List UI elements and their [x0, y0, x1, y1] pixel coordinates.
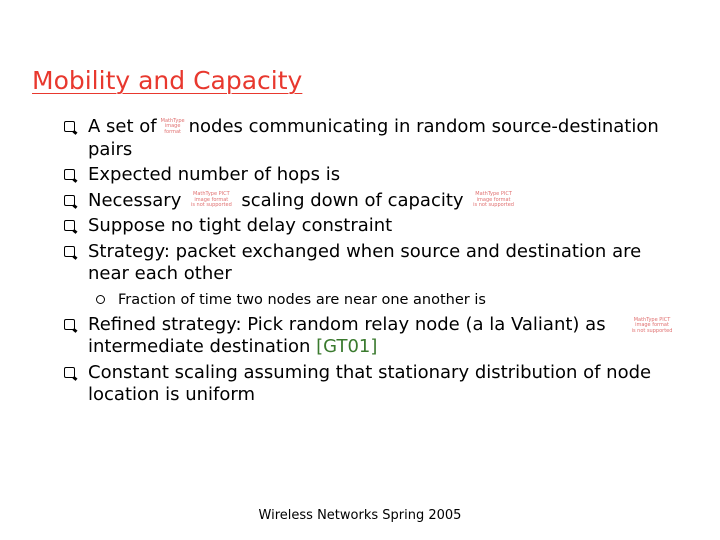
- math-placeholder-image: MathType PICT image format is not supported: [190, 191, 232, 209]
- bullet-item: [64, 190, 674, 213]
- circle-bullet-icon: [96, 295, 105, 304]
- bullet-item: [64, 241, 674, 286]
- sub-bullet-item: [96, 290, 674, 310]
- math-placeholder-image: MathType PICT image format is not supported: [631, 316, 673, 334]
- checkbox-bullet-icon: [64, 169, 75, 180]
- bullet-text: Constant scaling assuming that stationary distribution of node location is uniform: [88, 361, 652, 405]
- bullet-list: [64, 116, 674, 410]
- sub-bullet-text: Fraction of time two nodes are near one another is: [118, 291, 486, 308]
- bullet-item: [64, 164, 674, 187]
- bullet-text: Suppose no tight delay constraint: [88, 215, 393, 236]
- bullet-item: [64, 215, 674, 238]
- slide-footer: Wireless Networks Spring 2005: [258, 508, 462, 523]
- checkbox-bullet-icon: [64, 319, 75, 330]
- checkbox-bullet-icon: [64, 220, 75, 231]
- bullet-text: scaling down of capacity: [241, 189, 464, 211]
- bullet-text: Necessary: [88, 189, 182, 211]
- bullet-text: Refined strategy: Pick random relay node (a la Valiant) as intermediate destination: [88, 313, 606, 357]
- checkbox-bullet-icon: [64, 195, 75, 206]
- citation: [GT01]: [316, 336, 378, 357]
- math-placeholder-image: MathType image format: [160, 117, 185, 135]
- bullet-item: [64, 116, 674, 161]
- bullet-item: [64, 314, 674, 359]
- checkbox-bullet-icon: [64, 367, 75, 378]
- bullet-item: [64, 362, 674, 407]
- checkbox-bullet-icon: [64, 246, 75, 257]
- slide-title: Mobility and Capacity: [32, 66, 303, 95]
- bullet-text: nodes communicating in random source-destination pairs: [88, 116, 659, 160]
- bullet-text: Expected number of hops is: [88, 164, 341, 185]
- bullet-text: Strategy: packet exchanged when source and destination are near each other: [88, 240, 642, 284]
- checkbox-bullet-icon: [64, 121, 75, 132]
- bullet-text: A set of: [88, 116, 157, 137]
- math-placeholder-image: MathType PICT image format is not supported: [473, 191, 514, 209]
